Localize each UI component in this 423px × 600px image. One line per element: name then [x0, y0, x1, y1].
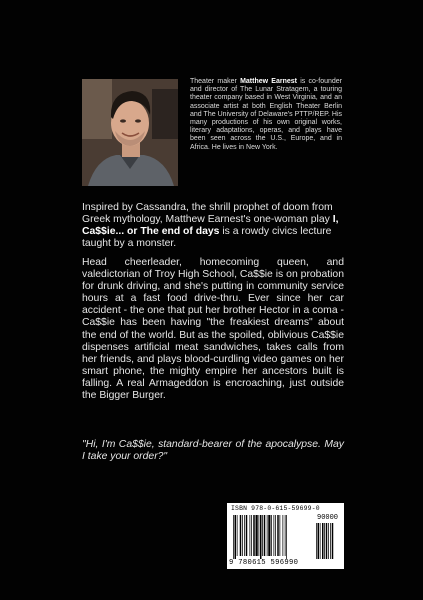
barcode-bar [262, 515, 263, 556]
addon-bar [316, 523, 317, 559]
barcode-bar [244, 515, 245, 556]
addon-bar [328, 523, 329, 559]
barcode-bar [253, 515, 255, 556]
barcode-bar [251, 515, 252, 556]
addon-bar [330, 523, 331, 559]
addon-bar [326, 523, 328, 559]
barcode-bar [286, 515, 287, 559]
barcode-bar [280, 515, 281, 556]
addon-bar [324, 523, 325, 559]
barcode-bar [275, 515, 276, 556]
description-paragraph-2: Head cheerleader, homecoming queen, and valedictorian of Troy High School, Ca$$ie is on probation for drunk driving, and she's putting in community service hours at a fast food drive-thru. Ever since her car accident - the one that put her brother Hector in a coma - Ca$$ie has been having "the freakiest dreams" about the end of the world. But as the spoiled, oblivious Ca$$ie dispenses artificial meat sandwiches, takes calls from her friends, and plays blood-curdling video games on her smart phone, the mighty empire her ancestors built is falling. A real Armageddon is encroaching, just outside the Bigger Burger. [82, 257, 344, 402]
addon-bar [318, 523, 320, 559]
barcode-bar [271, 515, 272, 556]
barcode-bar [277, 515, 279, 556]
p1-ending: is a rowdy civics lecture taught by a monster. [82, 226, 332, 250]
barcode-bar [250, 515, 251, 556]
barcode-bar [283, 515, 284, 556]
barcode-bar [256, 515, 258, 556]
barcode-bar [233, 515, 234, 559]
barcode-bar [268, 515, 270, 556]
author-photo [82, 79, 178, 186]
barcode-bar [242, 515, 243, 556]
barcode-bar [235, 515, 237, 559]
p1-intro: Inspired by Cassandra, the shrill prophet of doom from Greek mythology, Matthew Earnest's one-woman play [82, 202, 333, 226]
barcode-bar [274, 515, 275, 556]
barcode-bar [264, 515, 266, 556]
barcode-bar [267, 515, 268, 556]
addon-bar [332, 523, 334, 559]
addon-bar [322, 523, 324, 559]
barcode-bar [246, 515, 248, 556]
play-title: I, Ca$$ie... or The end of days [82, 214, 339, 238]
barcode-bar [240, 515, 242, 556]
isbn-barcode [227, 503, 344, 569]
isbn-label: ISBN 978-0-615-59699-0 [231, 505, 320, 512]
addon-bar [320, 523, 321, 559]
ean-digits: 9 780615 596990 [229, 559, 299, 567]
description-paragraph-1 [82, 202, 344, 250]
bio-text: is co-founder and director of The Lunar Stratagem, a touring theater company based in West Virginia, and an associate artist at both English Theater Berlin and The University of Delaware's PTTP/REP. His many productions of his own original works, literary adaptations, operas, and plays have been seen across the U.S., Europe, and in Africa. He lives in New York. [190, 78, 342, 151]
price-code: 90000 [317, 514, 339, 522]
barcode-bar [237, 515, 238, 556]
bio-intro: Theater maker [190, 78, 241, 85]
barcode-bar [260, 515, 262, 559]
pull-quote: "Hi, I'm Ca$$ie, standard-bearer of the apocalypse. May I take your order?" [82, 439, 344, 463]
barcode-bar [285, 515, 286, 556]
barcode-bar [259, 515, 260, 556]
author-bio [190, 78, 342, 152]
author-name: Matthew Earnest [240, 78, 297, 85]
